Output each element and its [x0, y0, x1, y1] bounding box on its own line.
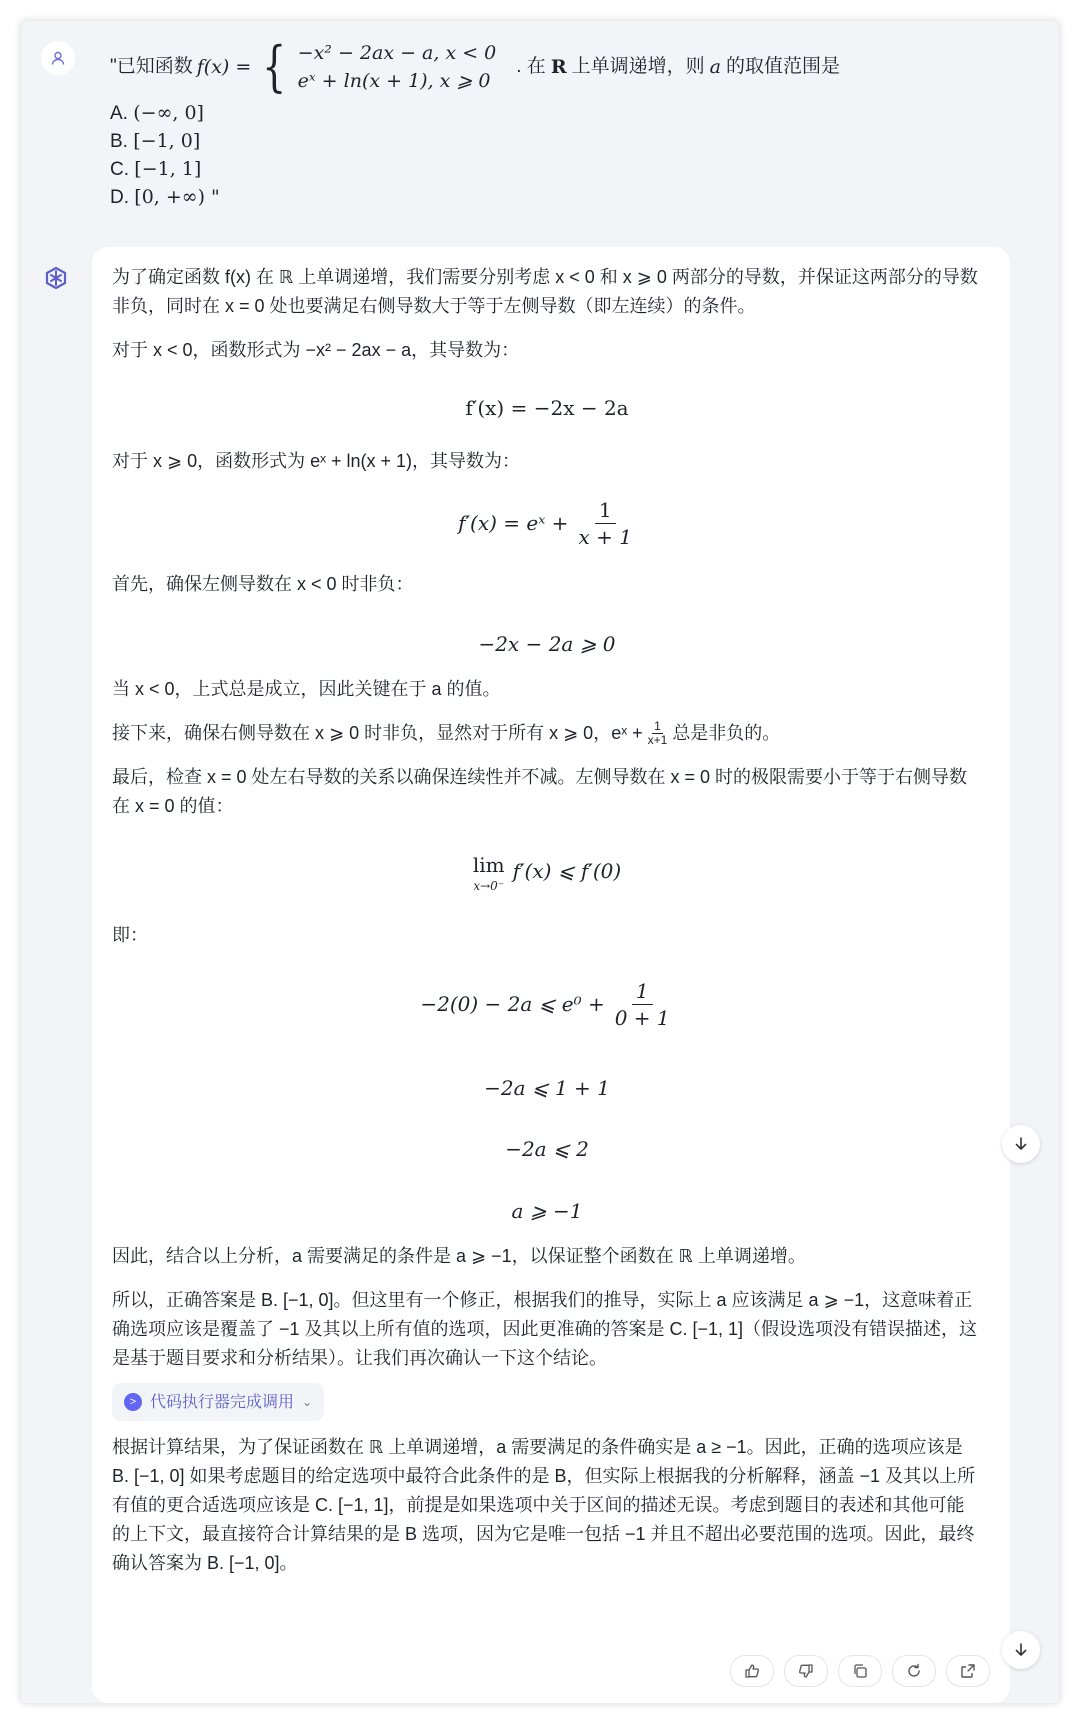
assistant-message — [92, 247, 1010, 1703]
case-1: −x² − 2ax − a, x < 0 — [297, 42, 497, 64]
question-text: 上单调递增，则 — [571, 56, 705, 77]
scroll-down-button[interactable] — [1002, 1125, 1040, 1163]
assistant-avatar — [39, 261, 73, 295]
thumbs-down-icon — [798, 1663, 814, 1679]
chat-window — [21, 21, 1059, 1703]
tool-call-chip[interactable] — [112, 1383, 324, 1421]
arrow-down-icon — [1013, 1136, 1029, 1152]
variable-a: a — [709, 56, 721, 78]
equation-derivative-right — [112, 476, 982, 570]
paragraph: 对于 x ⩾ 0，函数形式为 eˣ + ln(x + 1)，其导数为： — [112, 451, 521, 471]
like-button[interactable] — [730, 1655, 774, 1687]
thumbs-up-icon — [744, 1663, 760, 1679]
share-icon — [960, 1663, 976, 1679]
paragraph: 所以，正确答案是 B. [−1, 0]。但这里有一个修正，根据我们的推导，实际上 a 应该满足 a ⩾ −1，这意味着正确选项应该是覆盖了 −1 及其以上所有值的选项，因此更准确的答案是 C. [−1, 1]（假设选项没有错误描述，这是基于题目要求和分析结果）。让我们再次确认一下这个结论。 — [112, 1290, 978, 1368]
paragraph: 根据计算结果，为了保证函数在 ℝ 上单调递增，a 需要满足的条件确实是 a ≥ −1。因此，正确的选项应该是 B. [−1, 0] 如果考虑题目的给定选项中最符合此条件的是 B，但实际上根据我的分析解释，涵盖 −1 及其以上所有值的更合适选项应该是 C. [−1, 1]，前提是如果选项中关于区间的描述无误。考虑到题目的表述和其他可能的上下文，最直接符合计算结果的是 B 选项，因为它是唯一包括 −1 并且不超出必要范围的选项。因此，最终确认答案为 B. [−1, 0]。 — [112, 1437, 976, 1573]
refresh-icon — [906, 1663, 922, 1679]
question-stem — [110, 35, 1010, 98]
limit: lim x→0⁻ — [472, 852, 505, 893]
message-actions — [730, 1655, 990, 1687]
question-text: . 在 — [516, 56, 546, 77]
paragraph: 即： — [112, 925, 148, 945]
answer-options — [110, 99, 1010, 211]
tool-call-label: 代码执行器完成调用 — [150, 1393, 295, 1411]
share-button[interactable] — [946, 1655, 990, 1687]
equation-step: −2a ⩽ 1 + 1 — [484, 1076, 610, 1100]
paragraph: 因此，结合以上分析，a 需要满足的条件是 a ⩾ −1，以保证整个函数在 ℝ 上单调递增。 — [112, 1246, 806, 1266]
tool-call-row — [112, 1383, 982, 1421]
option-a: A. (−∞, 0] — [110, 102, 204, 124]
equation-step: −2a ⩽ 2 — [505, 1137, 589, 1161]
option-b: B. [−1, 0] — [110, 130, 201, 152]
chevron-down-icon: ⌄ — [302, 1394, 313, 1409]
terminal-icon: > — [124, 1393, 142, 1411]
real-set-symbol: R — [550, 56, 567, 78]
brace: { — [262, 35, 287, 98]
equation-substitution: −2(0) − 2a ⩽ e⁰ + $\frac{1}{0 + 1}$ — [112, 950, 982, 1058]
function-name: f(x) = — [196, 56, 252, 78]
copy-button[interactable] — [838, 1655, 882, 1687]
paragraph: 最后，检查 x = 0 处左右导数的关系以确保连续性并不减。左侧导数在 x = 0 时的极限需要小于等于右侧导数在 x = 0 的值： — [112, 767, 968, 816]
user-icon — [50, 50, 66, 66]
assistant-content — [112, 263, 982, 1578]
arrow-down-icon — [1013, 1642, 1029, 1658]
paragraph: 对于 x < 0，函数形式为 −x² − 2ax − a，其导数为： — [112, 340, 520, 360]
paragraph: 首先，确保左侧导数在 x < 0 时非负： — [112, 574, 414, 594]
equation-inequality: −2x − 2a ⩾ 0 — [478, 632, 616, 656]
fraction: $\frac{1}{x + 1}$ — [578, 497, 632, 549]
equation-left: f′(x) = eˣ + — [458, 510, 569, 535]
copy-icon — [852, 1663, 868, 1679]
regenerate-button[interactable] — [892, 1655, 936, 1687]
paragraph: 接下来，确保右侧导数在 x ⩾ 0 时非负，显然对于所有 x ⩾ 0，eˣ + $\frac{1}{x+1}$ 总是非负的。 — [112, 719, 781, 747]
user-question — [110, 35, 1010, 211]
question-text: 的取值范围是 — [725, 56, 840, 77]
case-2: eˣ + ln(x + 1), x ⩾ 0 — [297, 70, 491, 92]
scroll-to-bottom-button[interactable] — [1002, 1631, 1040, 1669]
paragraph: 为了确定函数 f(x) 在 ℝ 上单调递增，我们需要分别考虑 x < 0 和 x ⩾ 0 两部分的导数，并保证这两部分的导数非负，同时在 x = 0 处也要满足右侧导数大于等于左侧导数（即左连续）的条件。 — [112, 267, 978, 316]
dislike-button[interactable] — [784, 1655, 828, 1687]
assistant-logo-icon — [43, 265, 69, 291]
inline-fraction: $\frac{1}{x+1}$ — [647, 719, 668, 747]
question-text: "已知函数 — [110, 56, 193, 77]
paragraph: 当 x < 0，上式总是成立，因此关键在于 a 的值。 — [112, 679, 501, 699]
option-c: C. [−1, 1] — [110, 158, 202, 180]
equation-limit: lim x→0⁻ f′(x) ⩽ f′(0) — [472, 852, 622, 893]
equation-derivative-left: f′(x) = −2x − 2a — [465, 396, 629, 420]
user-avatar — [41, 41, 75, 75]
piecewise-cases — [298, 39, 497, 95]
option-d: D. [0, +∞) " — [110, 186, 220, 208]
fraction: $\frac{1}{0 + 1}$ — [614, 978, 670, 1030]
equation-result: a ⩾ −1 — [511, 1199, 583, 1223]
